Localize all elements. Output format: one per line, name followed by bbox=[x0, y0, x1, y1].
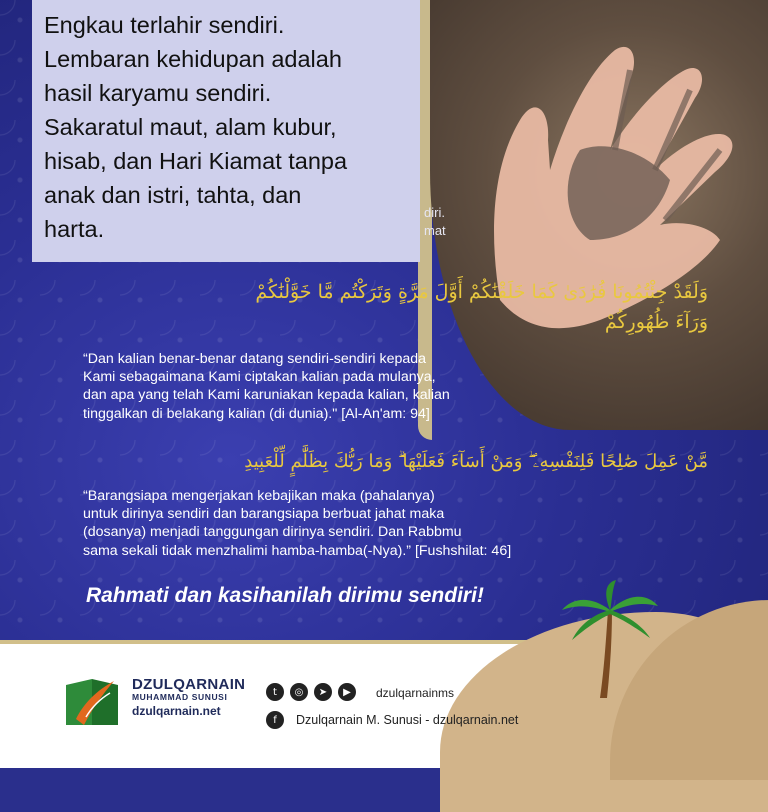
closing-statement: Rahmati dan kasihanilah dirimu sendiri! bbox=[86, 584, 484, 607]
brand-name: DZULQARNAIN bbox=[132, 676, 246, 693]
facebook-row bbox=[266, 711, 518, 729]
social-handle[interactable]: dzulqarnainms bbox=[376, 686, 455, 700]
brand-site-link[interactable]: dzulqarnain.net bbox=[132, 704, 221, 718]
verse2-arabic: مَّنْ عَمِلَ صَٰلِحًا فَلِنَفْسِهِۦ ۖ وَمَنْ أَسَآءَ فَعَلَيْهَا ۗ وَمَا رَبُّكَ بِظَلَّٰمٍ لِّلْعَبِيدِ bbox=[244, 451, 708, 472]
verse1-arabic-line-1: وَلَقَدْ جِئْتُمُونَا فُرَٰدَىٰ كَمَا خَلَقْنَٰكُمْ أَوَّلَ مَرَّةٍ وَتَرَكْتُم مَّا خَوَّلْنَٰكُمْ bbox=[255, 281, 708, 303]
verse2-translation bbox=[83, 487, 511, 560]
brand-block bbox=[132, 676, 245, 718]
translation-line: untuk dirinya sendiri dan barangsiapa berbuat jahat maka bbox=[83, 506, 445, 523]
facebook-link[interactable]: Dzulqarnain M. Sunusi - dzulqarnain.net bbox=[296, 713, 519, 727]
quote-line: hasil karyamu sendiri. bbox=[44, 80, 272, 106]
telegram-icon[interactable]: ➤ bbox=[314, 683, 332, 701]
translation-line: tinggalkan di belakang kalian (di dunia)." [Al-An'am: 94] bbox=[83, 405, 430, 422]
quote-line: Engkau terlahir sendiri. bbox=[44, 12, 285, 38]
instagram-icon[interactable]: ◎ bbox=[290, 683, 308, 701]
translation-line: “Barangsiapa mengerjakan kebajikan maka (pahalanya) bbox=[83, 488, 435, 504]
hand-illustration bbox=[430, 0, 768, 430]
verse1-arabic-line-2: وَرَآءَ ظُهُورِكُمْ bbox=[604, 311, 708, 333]
translation-line: Kami sebagaimana Kami ciptakan kalian pada mulanya, bbox=[83, 369, 436, 386]
translation-line: “Dan kalian benar-benar datang sendiri-sendiri kepada bbox=[83, 351, 427, 367]
partial-text-behind-box bbox=[424, 204, 446, 240]
translation-line: dan apa yang telah Kami karuniakan kepada kalian, kalian bbox=[83, 387, 450, 404]
youtube-icon[interactable]: ▶ bbox=[338, 683, 356, 701]
translation-line: sama sekali tidak menzhalimi hamba-hamba(-Nya).” [Fushshilat: 46] bbox=[83, 542, 512, 559]
palm-tree-illustration bbox=[560, 580, 660, 700]
partial-text-line-1: diri. bbox=[424, 205, 445, 220]
quote-box bbox=[32, 0, 420, 262]
brand-subtitle: MUHAMMAD SUNUSI bbox=[132, 692, 228, 702]
hand-with-sand-photo bbox=[430, 0, 768, 430]
quote-line: harta. bbox=[44, 216, 105, 242]
facebook-icon[interactable]: f bbox=[266, 711, 284, 729]
social-icons-row bbox=[266, 683, 356, 701]
dzulqarnain-logo-icon bbox=[62, 675, 124, 729]
partial-text-line-2: mat bbox=[424, 223, 446, 238]
quote-line: Lembaran kehidupan adalah bbox=[44, 46, 342, 72]
verse1-translation bbox=[83, 350, 450, 423]
quote-line: Sakaratul maut, alam kubur, bbox=[44, 114, 337, 140]
quote-line: anak dan istri, tahta, dan bbox=[44, 182, 302, 208]
quote-line: hisab, dan Hari Kiamat tanpa bbox=[44, 148, 348, 174]
twitter-icon[interactable]: t bbox=[266, 683, 284, 701]
translation-line: (dosanya) menjadi tanggungan dirinya sendiri. Dan Rabbmu bbox=[83, 524, 462, 541]
